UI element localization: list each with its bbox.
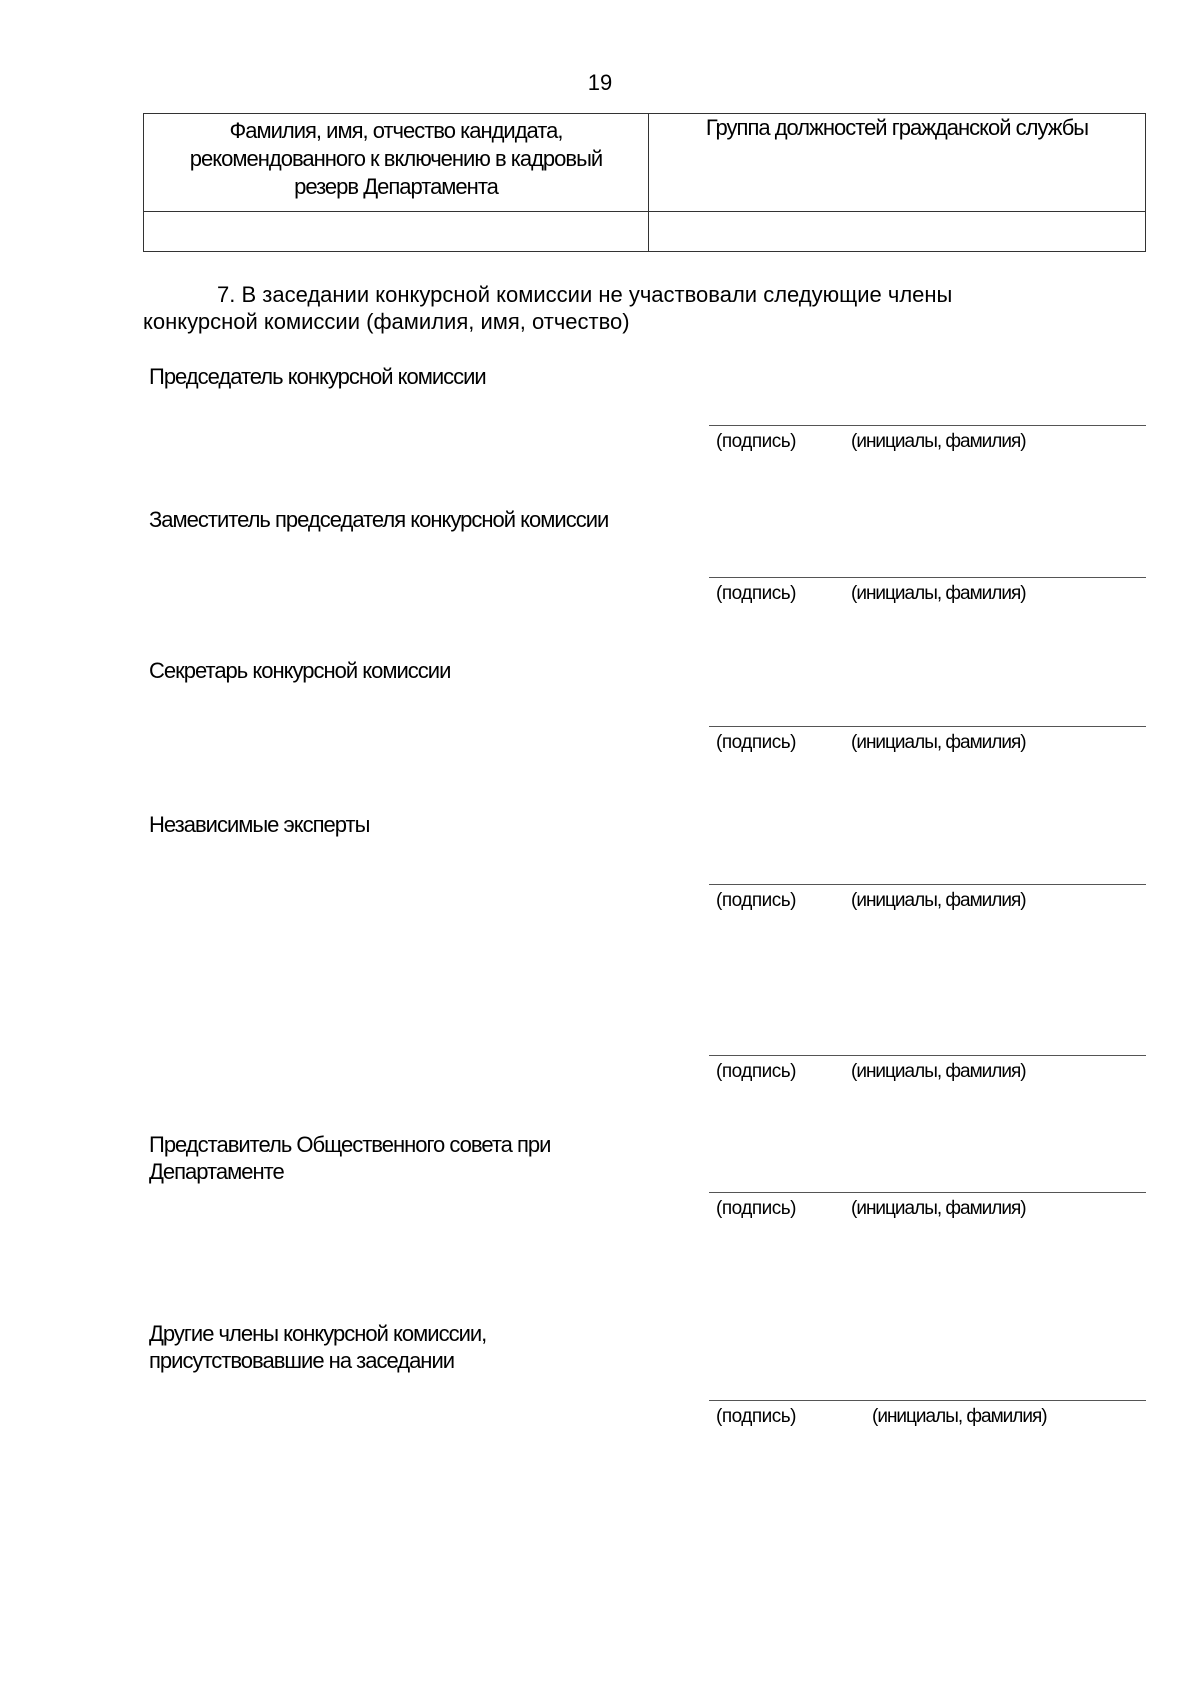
table-row xyxy=(144,212,1146,252)
signature-line xyxy=(709,726,1146,727)
signature-line xyxy=(709,425,1146,426)
role-other-members xyxy=(149,1320,486,1374)
signature-line xyxy=(709,1055,1146,1056)
table-header-position-group xyxy=(649,114,1146,212)
initials-caption: (инициалы, фамилия) xyxy=(851,732,1026,753)
signature-line xyxy=(709,577,1146,578)
role-independent-experts: Независимые эксперты xyxy=(149,812,370,837)
initials-caption: (инициалы, фамилия) xyxy=(851,1198,1026,1219)
signature-line xyxy=(709,1192,1146,1193)
signature-caption: (подпись) xyxy=(716,1198,796,1219)
role-deputy-chairman: Заместитель председателя конкурсной комиссии xyxy=(149,507,609,532)
role-chairman: Председатель конкурсной комиссии xyxy=(149,364,486,389)
role-secretary: Секретарь конкурсной комиссии xyxy=(149,658,451,683)
table-cell xyxy=(144,212,649,252)
paragraph-line: 7. В заседании конкурсной комиссии не участвовали следующие члены xyxy=(217,282,953,307)
header-line: Группа должностей гражданской службы xyxy=(705,115,1089,140)
role-line: Другие члены конкурсной комиссии, xyxy=(149,1321,487,1346)
table-header-candidate-name xyxy=(144,114,649,212)
header-line: Фамилия, имя, отчество кандидата, xyxy=(229,118,563,143)
signature-line xyxy=(709,1400,1146,1401)
role-line: Представитель Общественного совета при xyxy=(149,1132,551,1157)
paragraph-line: конкурсной комиссии (фамилия, имя, отчество) xyxy=(143,309,630,334)
signature-caption: (подпись) xyxy=(716,583,796,604)
role-line: Департаменте xyxy=(149,1159,284,1184)
initials-caption: (инициалы, фамилия) xyxy=(851,431,1026,452)
initials-caption: (инициалы, фамилия) xyxy=(851,1061,1026,1082)
signature-line xyxy=(709,884,1146,885)
table-header-row xyxy=(144,114,1146,212)
signature-caption: (подпись) xyxy=(716,431,796,452)
table-cell xyxy=(649,212,1146,252)
page-number: 19 xyxy=(587,70,613,95)
header-line: рекомендованного к включению в кадровый xyxy=(189,146,603,171)
header-line: резерв Департамента xyxy=(294,174,498,199)
initials-caption: (инициалы, фамилия) xyxy=(851,890,1026,911)
role-public-council-representative xyxy=(149,1131,550,1185)
initials-caption: (инициалы, фамилия) xyxy=(851,583,1026,604)
signature-caption: (подпись) xyxy=(716,890,796,911)
signature-caption: (подпись) xyxy=(716,1061,796,1082)
candidates-table xyxy=(143,113,1146,252)
paragraph-7 xyxy=(143,281,1143,335)
role-line: присутствовавшие на заседании xyxy=(149,1348,455,1373)
signature-caption: (подпись) xyxy=(716,1406,796,1427)
signature-caption: (подпись) xyxy=(716,732,796,753)
initials-caption: (инициалы, фамилия) xyxy=(872,1406,1047,1427)
